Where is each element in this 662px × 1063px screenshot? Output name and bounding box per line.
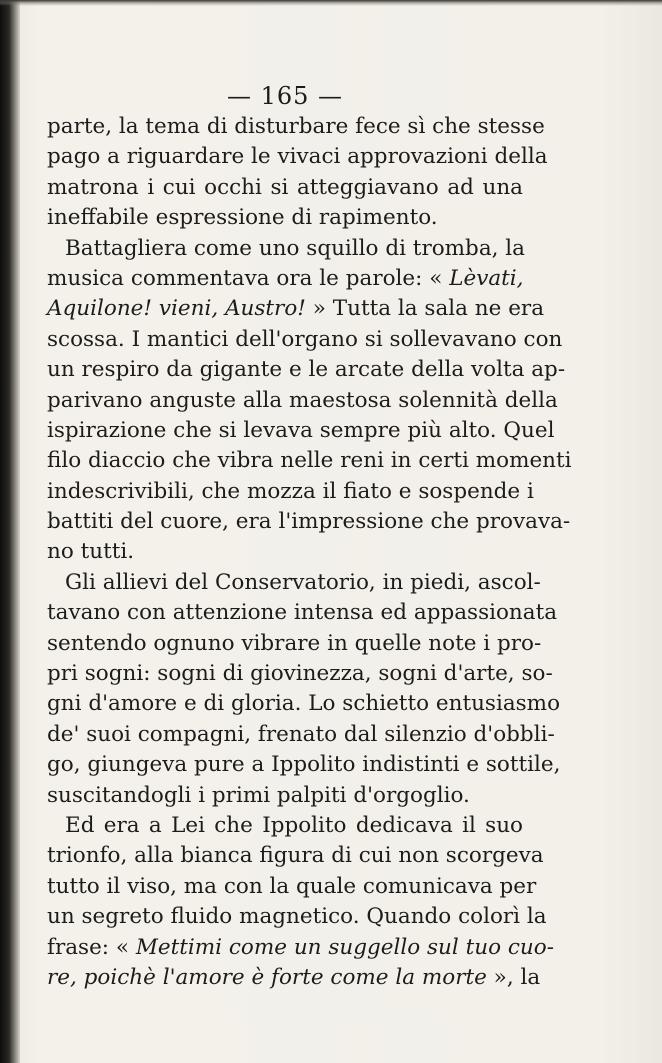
text-line xyxy=(47,446,572,476)
text-run: filo diaccio che vibra nelle reni in certi momenti xyxy=(47,448,572,474)
text-line xyxy=(47,598,558,628)
text-line xyxy=(47,811,523,841)
italic-text: re, poichè l'amore è forte come la morte xyxy=(47,964,487,990)
text-run: sentendo ognuno vibrare in quelle note i pro- xyxy=(47,630,542,656)
text-line xyxy=(47,416,555,446)
text-run: go, giungeva pure a Ippolito indistinti e sottile, xyxy=(47,752,561,778)
text-run: Gli allievi del Conservatorio, in piedi, ascol- xyxy=(65,569,541,595)
text-line xyxy=(47,507,571,537)
text-run: ispirazione che si levava sempre più alto. Quel xyxy=(47,417,555,443)
text-line xyxy=(47,537,523,567)
text-run: parte, la tema di disturbare fece sì che stesse xyxy=(47,114,545,139)
body-text xyxy=(47,112,572,993)
text-run: gni d'amore e di gloria. Lo schietto entusiasmo xyxy=(47,691,561,717)
text-run: pri sogni: sogni di giovinezza, sogni d'arte, so- xyxy=(47,661,553,687)
text-run: tavano con attenzione intensa ed appassionata xyxy=(47,600,558,626)
text-run: no tutti. xyxy=(47,539,135,565)
text-run: musica commentava ora le parole: « xyxy=(47,265,450,291)
text-run: parivano anguste alla maestosa solennità della xyxy=(47,387,558,413)
text-line xyxy=(47,264,523,294)
text-run: un respiro da gigante e le arcate della volta ap- xyxy=(47,357,566,383)
text-run: tutto il viso, ma con la quale comunicava per xyxy=(47,873,537,899)
text-line xyxy=(47,112,545,142)
binding-edge xyxy=(0,0,20,1063)
text-run: » Tutta la sala ne era xyxy=(305,296,545,322)
text-line xyxy=(47,872,537,902)
text-run: de' suoi compagni, frenato dal silenzio d'obbli- xyxy=(47,721,555,747)
italic-text: Aquilone! vieni, Austro! xyxy=(47,296,306,322)
text-line xyxy=(47,294,545,324)
text-line xyxy=(47,234,526,264)
text-line xyxy=(47,386,558,416)
text-line xyxy=(47,933,554,963)
text-line xyxy=(47,629,542,659)
text-run: pago a riguardare le vivaci approvazioni della xyxy=(47,144,548,170)
text-line xyxy=(47,203,523,233)
text-run: suscitandogli i primi palpiti d'orgoglio. xyxy=(47,782,470,808)
text-line xyxy=(47,659,553,689)
text-run: », la xyxy=(486,964,541,990)
italic-text: Mettimi come un suggello sul tuo cuo- xyxy=(135,934,554,960)
italic-text: Lèvati, xyxy=(449,265,524,291)
page-number: — 165 — xyxy=(226,82,344,110)
page-top-edge xyxy=(0,0,662,6)
text-line xyxy=(47,781,523,811)
text-run: frase: « xyxy=(47,934,136,960)
text-line xyxy=(47,477,534,507)
text-run: trionfo, alla bianca figura di cui non scorgeva xyxy=(47,843,544,869)
text-line xyxy=(47,568,541,598)
text-line xyxy=(47,173,523,203)
text-run: scossa. I mantici dell'organo si sollevavano con xyxy=(47,326,563,352)
text-line xyxy=(47,142,548,172)
text-run: battiti del cuore, era l'impressione che provava- xyxy=(47,509,571,535)
text-line xyxy=(47,689,561,719)
text-run: matrona i cui occhi si atteggiavano ad una xyxy=(47,174,523,200)
text-line xyxy=(47,325,563,355)
text-run: Ed era a Lei che Ippolito dedicava il suo xyxy=(65,812,523,838)
text-run: un segreto fluido magnetico. Quando colorì la xyxy=(47,904,547,930)
text-run: ineffabile espressione di rapimento. xyxy=(47,205,438,231)
text-line xyxy=(47,902,547,932)
text-run: indescrivibili, che mozza il fiato e sospende i xyxy=(47,478,534,504)
text-run: Battagliera come uno squillo di tromba, la xyxy=(65,235,526,261)
text-line xyxy=(47,750,561,780)
text-line xyxy=(47,355,566,385)
text-line xyxy=(47,963,541,993)
text-line xyxy=(47,720,555,750)
text-line xyxy=(47,841,544,871)
